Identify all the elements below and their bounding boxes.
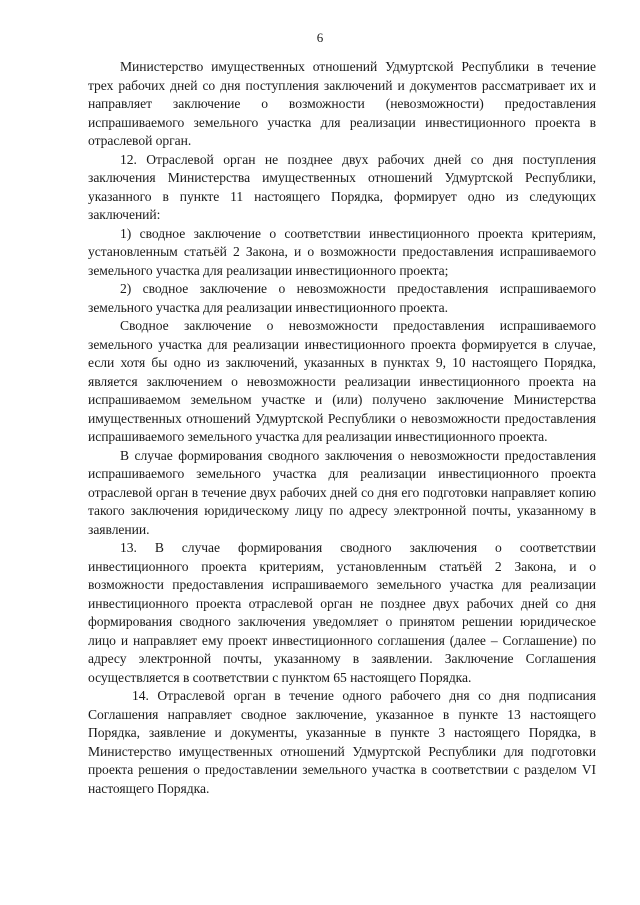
page-number: 6 (316, 30, 324, 45)
paragraph-ministry-review: Министерство имущественных отношений Удмуртской Республики в течение трех рабочих дней со дня поступления заключений и документов рассматривает их и направляет заключение о возможности (невозможности) предоставления испрашиваемого земельного участка для реализации инвестиционного проекта в отраслевой орган. (88, 59, 596, 148)
paragraph-subitem-1: 1) сводное заключение о соответствии инвестиционного проекта критериям, установленным статьёй 2 Закона, и о возможности предоставления испрашиваемого земельного участка для реализации инвестиционного проекта; (88, 225, 596, 278)
paragraph-negative-conclusion: Сводное заключение о невозможности предоставления испрашиваемого земельного участка для реализации инвестиционного проекта формируется в случае, если хотя бы одно из заключений, указанных в пунктах 9, 10 настоящего Порядка, является заключением о невозможности реализации инвестиционного проекта на испрашиваемом земельном участке и (или) получено заключение Министерства имущественных отношений Удмуртской Республики о невозможности предоставления испрашиваемого земельного участка для реализации инвестиционного проекта. (88, 318, 596, 444)
paragraph-item-12: 12. Отраслевой орган не позднее двух рабочих дней со дня поступления заключения Министерства имущественных отношений Удмуртской Республики, указанного в пункте 11 настоящего Порядка, формирует одно из следующих заключений: (88, 151, 596, 222)
paragraph-negative-notice: В случае формирования сводного заключения о невозможности предоставления испрашиваемого земельного участка для реализации инвестиционного проекта отраслевой орган в течение двух рабочих дней со дня его подготовки направляет копию такого заключения юридическому лицу по адресу электронной почты, указанному в заявлении. (88, 447, 596, 537)
paragraph-subitem-2: 2) сводное заключение о невозможности предоставления испрашиваемого земельного участка для реализации инвестиционного проекта. (88, 281, 596, 315)
document-body (88, 58, 596, 798)
paragraph-item-13: 13. В случае формирования сводного заключения о соответствии инвестиционного проекта критериям, установленным статьёй 2 Закона, и о возможности предоставления испрашиваемого земельного участка для реализации инвестиционного проекта отраслевой орган не позднее двух рабочих дней со дня формирования сводного заключения уведомляет о принятом решении юридическое лицо и направляет ему проект инвестиционного соглашения (далее – Соглашение) по адресу электронной почты, указанному в заявлении. Заключение Соглашения осуществляется в соответствии с пунктом 65 настоящего Порядка. (88, 540, 596, 685)
paragraph-item-14: 14. Отраслевой орган в течение одного рабочего дня со дня подписания Соглашения направляет сводное заключение, указанное в пункте 13 настоящего Порядка, заявление и документы, указанные в пункте 3 настоящего Порядка, в Министерство имущественных отношений Удмуртской Республики для подготовки проекта решения о предоставлении земельного участка в соответствии с разделом VI настоящего Порядка. (88, 688, 596, 796)
